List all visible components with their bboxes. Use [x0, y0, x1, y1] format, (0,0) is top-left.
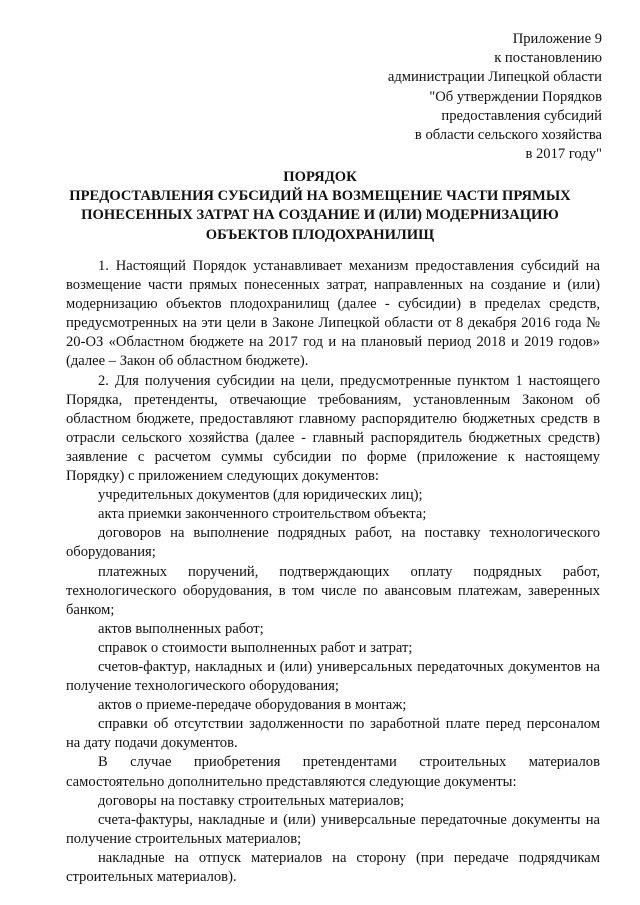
title-line: ПРЕДОСТАВЛЕНИЯ СУБСИДИЙ НА ВОЗМЕЩЕНИЕ ЧАСТИ ПРЯМЫХ [69, 188, 571, 205]
document-title [40, 168, 600, 245]
appendix-line: "Об утверждении Порядков [429, 88, 602, 105]
title-line: ПОРЯДОК [283, 169, 357, 185]
paragraph: актов о приеме-передаче оборудования в монтаж; [98, 697, 407, 714]
title-line: ОБЪЕКТОВ ПЛОДОХРАНИЛИЩ [205, 226, 435, 243]
paragraph: актов выполненных работ; [98, 620, 264, 637]
appendix-line: в 2017 году" [525, 146, 602, 163]
title-line: ПОНЕСЕННЫХ ЗАТРАТ НА СОЗДАНИЕ И (ИЛИ) МОДЕРНИЗАЦИЮ [81, 207, 559, 224]
paragraph: акта приемки законченного строительством объекта; [98, 506, 427, 523]
paragraph: платежных поручений, подтверждающих оплату подрядных работ, технологического оборудования, в том числе по авансовым платежам, заверенных банком; [66, 563, 600, 618]
appendix-line: к постановлению [494, 50, 602, 67]
paragraph: 1. Настоящий Порядок устанавливает механизм предоставления субсидий на возмещение части прямых понесенных затрат, направленных на создание и (или) модернизацию объектов плодохранилищ (далее - субсидии) в пределах средств, предусмотренных на эти цели в Законе Липецкой области от 8 декабря 2016 года № 20-ОЗ «Областном бюджете на 2017 год и на плановый период 2018 и 2019 годов» (далее – Закон об областном бюджете). [66, 258, 600, 370]
appendix-header [388, 30, 602, 164]
document-body [66, 257, 600, 887]
paragraph: договоров на выполнение подрядных работ, на поставку технологического оборудования; [66, 525, 600, 561]
appendix-line: в области сельского хозяйства [414, 127, 602, 144]
appendix-line: Приложение 9 [512, 31, 602, 47]
paragraph: договоры на поставку строительных материалов; [98, 792, 405, 809]
paragraph: В случае приобретения претендентами строительных материалов самостоятельно дополнительно представляются следующие документы: [66, 754, 600, 790]
paragraph: справки об отсутствии задолженности по заработной плате перед персоналом на дату подачи документов. [66, 716, 600, 752]
paragraph: счетов-фактур, накладных и (или) универсальных передаточных документов на получение технологического оборудования; [66, 658, 600, 695]
paragraph: справок о стоимости выполненных работ и затрат; [98, 639, 413, 656]
paragraph: накладные на отпуск материалов на сторону (при передаче подрядчикам строительных материалов). [66, 849, 600, 885]
appendix-line: предоставления субсидий [441, 107, 602, 124]
paragraph: счета-фактуры, накладные и (или) универсальные передаточные документы на получение строительных материалов; [66, 811, 600, 847]
appendix-line: администрации Липецкой области [387, 69, 602, 86]
paragraph: учредительных документов (для юридических лиц); [98, 487, 423, 504]
paragraph: 2. Для получения субсидии на цели, предусмотренные пунктом 1 настоящего Порядка, претенденты, отвечающие требованиям, установленным Законом об областном бюджете, предоставляют главному распорядителю бюджетных средств в отрасли сельского хозяйства (далее - главный распорядитель бюджетных средств) заявление с расчетом суммы субсидии по форме (приложение к настоящему Порядку) с приложением следующих документов: [66, 372, 600, 485]
